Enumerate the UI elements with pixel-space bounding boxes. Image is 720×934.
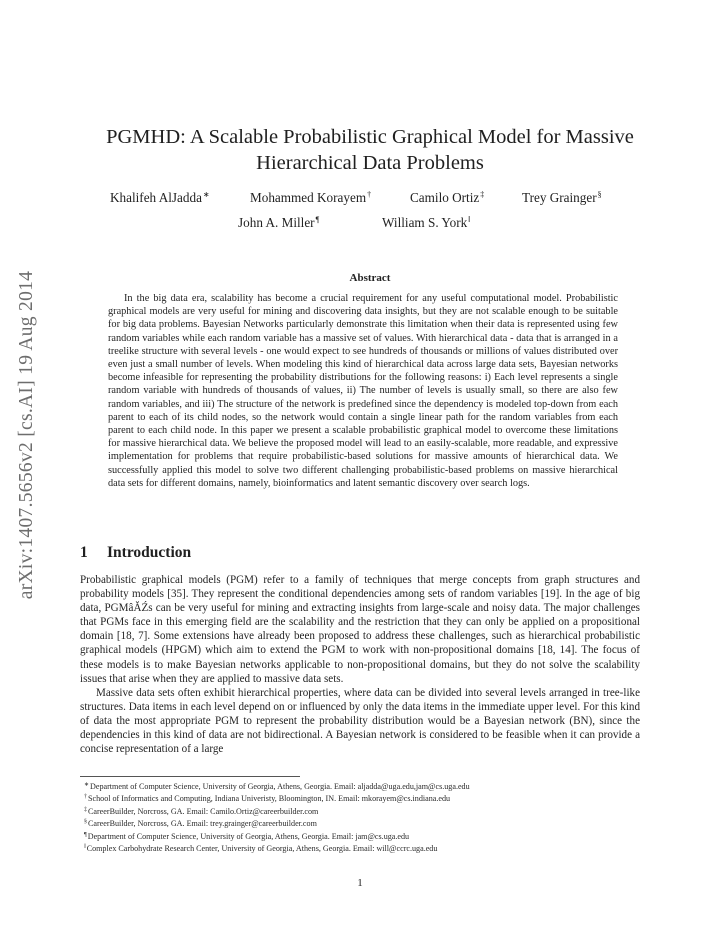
- abstract-body: [108, 292, 618, 490]
- footnote-mark: ‡: [84, 806, 87, 813]
- page-number: 1: [357, 877, 363, 889]
- author-name: John A. Miller: [238, 215, 315, 230]
- arxiv-identifier: arXiv:1407.5656v2 [cs.AI] 19 Aug 2014: [16, 270, 37, 600]
- footnote: [84, 817, 640, 829]
- title-line-2: Hierarchical Data Problems: [256, 152, 484, 174]
- author-mark: ∗: [202, 190, 210, 199]
- abstract-paragraph: In the big data era, scalability has become a crucial requirement for any useful computational model. Probabilistic graphical models are very useful for mining and discovering data insights, but they are not scalable enough to be suitable for big data problems. Bayesian Networks particularly demonstrate this limitation when their data is represented using few random variables while each random variable has a massive set of values. With hierarchical data - data that is arranged in a treelike structure with several levels - one would expect to see hundreds of thousands or millions of values distributed over even just a small number of levels. When modeling this kind of hierarchical data across large data sets, Bayesian networks become infeasible for representing the probability distributions for the following reasons: i) Each level represents a single random variable with hundreds of thousands of values, ii) The number of levels is usually small, so there are also few random variables, and iii) The structure of the network is predefined since the dependency is modeled top-down from each parent to each of its child nodes, so the network would contain a single linear path for the random variables from each parent to each child node. In this paper we present a scalable probabilistic graphical model to overcome these limitations for massive hierarchical data. We believe the proposed model will lead to an easily-scalable, more readable, and expressive implementation for problems that require probabilistic-based solutions for massive amounts of hierarchical data. We successfully applied this model to solve two different challenging probabilistic-based problems on massive hierarchical data sets for different domains, namely, bioinformatics and latent semantic discovery over search logs.: [108, 293, 618, 489]
- body-paragraph: Massive data sets often exhibit hierarchical properties, where data can be divided into several levels arranged in tree-like structures. Data items in each level depend on or influenced by only the data items in the immediate upper level. For this kind of data the most appropriate PGM to represent the probability distribution would be a Bayesian network (BN), since the dependencies in this kind of data are not bidirectional. A Bayesian network is considered to be feasible when it can provide a concise representation of a large: [80, 686, 640, 756]
- footnote-text: School of Informatics and Computing, Indiana Univeristy, Bloomington, IN. Email: mkorayem@cs.indiana.edu: [88, 794, 451, 804]
- section-body: [80, 573, 640, 756]
- footnotes: [84, 780, 640, 854]
- author-name: Trey Grainger: [522, 190, 597, 205]
- footnote-mark: ∗: [84, 782, 90, 788]
- author-mark: ‡: [480, 190, 485, 199]
- author: [382, 215, 470, 231]
- footnote-text: Department of Computer Science, University of Georgia, Athens, Georgia. Email: aljadda@uga.edu,jam@cs.uga.edu: [90, 782, 470, 791]
- title-line-1: PGMHD: A Scalable Probabilistic Graphical Model for Massive: [106, 126, 634, 148]
- footnote-mark: ‖: [84, 844, 86, 851]
- section-number: 1: [80, 544, 88, 561]
- author-name: Khalifeh AlJadda: [110, 190, 202, 205]
- author-name: William S. York: [382, 215, 468, 230]
- section-title: Introduction: [107, 544, 192, 561]
- footnote-mark: †: [84, 794, 87, 801]
- footnote: [84, 780, 640, 792]
- author-mark: †: [367, 190, 372, 199]
- author-mark: §: [597, 190, 602, 199]
- footnote-rule: [80, 776, 300, 777]
- author: [522, 190, 602, 206]
- footnote-text: CareerBuilder, Norcross, GA. Email: Camilo.Ortiz@careerbuilder.com: [88, 806, 319, 816]
- author-name: Camilo Ortiz: [410, 190, 480, 205]
- footnote-mark: §: [84, 819, 87, 826]
- footnote-text: CareerBuilder, Norcross, GA. Email: trey.grainger@careerbuilder.com: [88, 819, 317, 829]
- footnote-text: Complex Carbohydrate Research Center, University of Georgia, Athens, Georgia. Email: will@ccrc.uga.edu: [86, 844, 438, 854]
- author: [238, 215, 319, 231]
- footnote-text: Department of Computer Science, University of Georgia, Athens, Georgia. Email: jam@cs.uga.edu: [87, 831, 410, 841]
- section-heading: [80, 544, 191, 562]
- author-name: Mohammed Korayem: [250, 190, 367, 205]
- author-mark: ¶: [315, 215, 320, 224]
- author-mark: ‖: [468, 215, 471, 224]
- footnote: [84, 842, 640, 854]
- author: [250, 190, 371, 206]
- footnote: [84, 792, 640, 804]
- footnote: [84, 805, 640, 817]
- footnote-mark: ¶: [84, 831, 87, 838]
- author: [410, 190, 484, 206]
- footnote: [84, 830, 640, 842]
- body-paragraph: Probabilistic graphical models (PGM) refer to a family of techniques that merge concepts from graph structures and probability models [35]. They represent the conditional dependencies among sets of random variables [19]. In the age of big data, PGMâĂŹs can be very useful for mining and extracting insights from large-scale and noisy data. The major challenges that PGMs face in this emerging field are the scalability and the restriction that they can only be applied on a propositional domain [18, 7]. Some extensions have already been proposed to address these challenges, such as hierarchical probabilistic graphical models (HPGM) which aim to extend the PGM to work with non-propositional domains [18, 14]. The focus of these models is to make Bayesian networks applicable to non-propositional domains, but they do not solve the scalability issues that arise when they are applied to massive data sets.: [80, 574, 640, 685]
- paper-title: [70, 124, 670, 176]
- author: [110, 190, 210, 206]
- abstract-heading: Abstract: [349, 272, 391, 284]
